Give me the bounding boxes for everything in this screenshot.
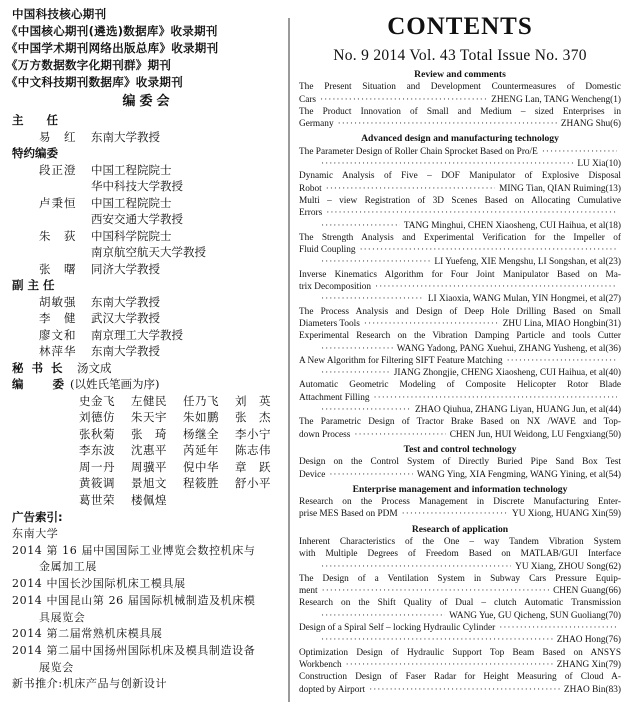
editor-name: 李东波 [79, 443, 115, 457]
entry-author-row [299, 561, 621, 573]
entry-title-line: Errors [299, 208, 323, 219]
member-name: 朱 荻 [39, 228, 77, 243]
member-name [12, 211, 91, 228]
editor-name: 程筱胜 [183, 476, 219, 490]
editorial-board-title: 编委会 [122, 94, 174, 109]
entry-title-line: with Multiple Degrees of Freedom Based on MATLAB/GUI Interface [299, 549, 621, 560]
leader-dots [326, 207, 617, 219]
indexing-item: 《中文科技期刊数据库》收录期刊 [6, 75, 183, 89]
entry-title-line: Dynamic Analysis of Five – DOF Manipulator of Explosive Disposal [299, 171, 621, 182]
toc-entry[interactable] [299, 622, 621, 647]
leader-dots [321, 404, 411, 416]
editor-name: 沈惠平 [131, 443, 167, 457]
leader-dots [360, 244, 617, 256]
editor-name: 左健民 [131, 393, 167, 408]
editor-name: 任乃飞 [183, 393, 219, 408]
member-name: 易 红 [39, 129, 77, 144]
secretary-general [12, 360, 284, 377]
entry-author-row [299, 610, 621, 622]
entry-authors-page: WANG Ying, XIA Fengming, WANG Yining, et al(54) [416, 469, 621, 480]
leader-dots [321, 561, 511, 573]
entry-title-line: prise MES Based on PDM [299, 509, 398, 520]
toc-entry[interactable] [299, 671, 621, 696]
entry-title-line: Inverse Kinematics Algorithm for Four Joint Manipulator Based on Ma- [299, 269, 621, 280]
member-title: 东南大学教授 [91, 344, 160, 358]
entry-authors-page: CHEN Jun, HUI Weidong, LU Fengxiang(50) [449, 429, 621, 440]
entry-title-line: Research on the Shift Quality of Dual – clutch Automatic Transmission [299, 598, 621, 609]
entry-title-row [299, 469, 621, 481]
section-heading: Enterprise management and information technology [352, 483, 568, 495]
board-member [12, 294, 284, 311]
entry-title-line: dopted by Airport [299, 684, 366, 695]
entry-title-line: Diameters Tools [299, 318, 360, 329]
entry-author-row [299, 404, 621, 416]
leader-dots [369, 684, 560, 696]
member-name: 胡敏强 [39, 294, 77, 309]
entry-authors-page: ZHANG Xin(79) [556, 659, 621, 670]
ad-item [12, 543, 284, 576]
leader-dots [321, 158, 573, 170]
entry-title-line: Workbench [299, 659, 342, 670]
member-title: 中国工程院院士 [91, 162, 172, 177]
editor-name: 葛世荣 [79, 492, 115, 507]
toc-entry[interactable] [299, 536, 621, 573]
entry-title-line: Inherent Characteristics of the One – way Tandem Vibration System [299, 536, 621, 547]
toc-entry[interactable] [299, 146, 621, 171]
entry-author-row [299, 367, 621, 379]
entry-authors-page: YU Xiang, ZHOU Song(62) [515, 561, 621, 572]
ad-line: 2014 中国长沙国际机床工模具展 [12, 577, 186, 591]
board-member [12, 162, 284, 179]
ad-line: 金属加工展 [39, 560, 97, 574]
editor-name: 张 杰 [235, 410, 271, 424]
entry-authors-page: ZHU Lina, MIAO Hongbin(31) [502, 318, 621, 329]
entry-title-row [299, 146, 621, 158]
toc-entry[interactable] [299, 647, 621, 672]
entry-title-line: Attachment Filling [299, 392, 370, 403]
editor-name: 杨继全 [183, 426, 219, 441]
editor-name: 朱如鹏 [183, 410, 219, 424]
board-member [12, 211, 284, 228]
entry-authors-page: ZHENG Lan, TANG Wencheng(1) [491, 94, 621, 105]
entry-title-row [299, 94, 621, 106]
entry-authors-page: ZHAO Bin(83) [563, 684, 621, 695]
entry-title-line: Experimental Research on the Vibration Damping Particle and tools Cutter [299, 331, 621, 342]
entry-title-line: Construction Design of Faser Radar for Height Measuring of Cloud A- [299, 672, 621, 683]
entry-title-line: Design on the Control System of Directly Buried Pipe Sand Box Test [299, 457, 621, 468]
ad-line: 新书推介:机床产品与创新设计 [12, 677, 168, 691]
entry-authors-page: WANG Yadong, PANG Xuehui, ZHANG Yusheng, et al(36) [396, 343, 621, 354]
ad-line: 2014 第二届中国扬州国际机床及模具制造设备 [12, 643, 256, 657]
editor-name: 朱天宇 [131, 410, 167, 424]
leader-dots [329, 469, 413, 481]
board-member [12, 228, 284, 245]
table-of-contents [299, 69, 621, 696]
editor-name: 楼佩煌 [131, 492, 167, 507]
editor-name: 李小宁 [235, 426, 271, 441]
toc-entry[interactable] [299, 232, 621, 269]
entry-title-line: The Parametric Design of Tractor Brake Based on NX /WAVE and Top- [299, 417, 621, 428]
member-title: 南京理工大学教授 [91, 327, 183, 342]
entry-author-row [299, 634, 621, 646]
director-label: 主 任 [12, 113, 58, 127]
indexing-item: 《中国学术期刊网络出版总库》收录期刊 [6, 41, 219, 55]
entry-authors-page: WANG Yue, GU Qicheng, SUN Guoliang(70) [449, 610, 621, 621]
toc-entry[interactable] [299, 379, 621, 416]
toc-entry[interactable] [299, 106, 621, 131]
entry-author-row [299, 220, 621, 232]
entry-author-row [299, 293, 621, 305]
entry-authors-page: JIANG Zhongjie, CHENG Xiaosheng, CUI Haihua, et al(40) [393, 368, 621, 379]
ad-item [12, 526, 284, 543]
entry-authors-page: CHEN Guang(66) [553, 586, 621, 597]
toc-entry[interactable] [299, 170, 621, 195]
leader-dots [322, 585, 549, 597]
entry-title-row [299, 684, 621, 696]
editor-name: 倪中华 [183, 459, 219, 474]
toc-entry[interactable] [299, 330, 621, 355]
board-member [12, 244, 284, 261]
member-title: 同济大学教授 [91, 261, 160, 276]
section-heading: Research of application [411, 523, 509, 535]
entry-title-row [299, 118, 621, 130]
entry-title-line: Germany [299, 119, 334, 130]
entry-title-line: ment [299, 586, 318, 597]
toc-entry[interactable] [299, 269, 621, 306]
entry-title-line: The Design of a Ventilation System in Subway Cars Pressure Equip- [299, 573, 621, 584]
toc-entry[interactable] [299, 597, 621, 622]
board-member [12, 261, 284, 278]
toc-entry[interactable] [299, 573, 621, 598]
ad-item [12, 626, 284, 643]
issue-info: No. 9 2014 Vol. 43 Total Issue No. 370 [333, 47, 587, 64]
special-editors-list [12, 162, 284, 278]
secretary-label: 秘 书 长 [12, 360, 65, 375]
column-divider [288, 18, 290, 702]
entry-title-row [299, 318, 621, 330]
entry-title-line: The Strength Analysis and Experimental Verification for the Impeller of [299, 232, 621, 243]
section-heading: Advanced design and manufacturing technology [361, 133, 559, 145]
entry-authors-page: LU Xia(10) [577, 159, 621, 170]
deputy-directors-list [12, 294, 284, 360]
member-title: 南京航空航天大学教授 [91, 245, 206, 259]
member-title: 武汉大学教授 [91, 311, 160, 325]
leader-dots [321, 367, 390, 379]
member-title: 东南大学教授 [91, 129, 160, 144]
toc-entry[interactable] [299, 355, 621, 380]
entry-authors-page: MING Tian, QIAN Ruiming(13) [499, 183, 621, 194]
editors-note: (以姓氏笔画为序) [70, 377, 160, 391]
entry-authors-page: TANG Minghui, CHEN Xiaosheng, CUI Haihua, et al(18) [403, 220, 621, 231]
indexing-item: 《中国核心期刊(遴选)数据库》收录期刊 [6, 24, 218, 38]
indexing-list [6, 6, 284, 91]
leader-dots [364, 318, 499, 330]
member-name: 段正澄 [39, 162, 77, 177]
editors-grid [79, 393, 284, 509]
masthead-column [6, 6, 284, 693]
editors-heading [12, 376, 284, 393]
section-heading: Review and comments [414, 69, 506, 80]
editor-name: 周一丹 [79, 459, 115, 474]
entry-title-row [299, 244, 621, 256]
leader-dots [326, 183, 495, 195]
leader-dots [320, 94, 487, 106]
leader-dots [321, 256, 430, 268]
entry-title-row [299, 429, 621, 441]
leader-dots [354, 429, 445, 441]
editor-name: 张 琦 [131, 426, 167, 441]
entry-authors-page: LI Xiaoxia, WANG Mulan, YIN Hongmei, et al(27) [427, 294, 621, 305]
deputy-director-label: 副 主 任 [12, 278, 55, 292]
entry-title-line: The Product Innovation of Small and Medium – sized Enterprises in [299, 106, 621, 117]
entry-title-line: trix Decomposition [299, 282, 372, 293]
entry-title-row [299, 392, 621, 404]
ad-item [12, 643, 284, 676]
leader-dots [321, 343, 393, 355]
editor-name: 景旭文 [131, 476, 167, 490]
member-name: 廖文和 [39, 327, 77, 342]
editor-name: 周骥平 [131, 459, 167, 474]
leader-dots [507, 355, 617, 367]
leader-dots [499, 622, 617, 634]
entry-title-line: The Present Situation and Development Countermeasures of Domestic [299, 82, 621, 93]
secretary-name: 汤文成 [77, 360, 112, 375]
ad-item [12, 576, 284, 593]
entry-title-row [299, 659, 621, 671]
entry-title-line: Multi – view Registration of 3D Scenes Based on Allocating Cumulative [299, 195, 621, 206]
entry-author-row [299, 256, 621, 268]
editor-name: 刘 英 [235, 393, 271, 408]
leader-dots [374, 392, 618, 404]
entry-title-line: The Process Analysis and Design of Deep Hole Drilling Based on Small [299, 306, 621, 317]
ad-item [12, 676, 284, 693]
editor-name: 黄筱调 [79, 476, 115, 490]
ad-line: 展览会 [39, 660, 74, 674]
member-title: 中国工程院院士 [91, 195, 172, 210]
toc-entry[interactable] [299, 195, 621, 232]
editor-name: 刘德仿 [79, 410, 115, 424]
entry-title-row [299, 585, 621, 597]
entry-authors-page: ZHANG Shu(6) [560, 119, 621, 130]
member-title: 华中科技大学教授 [91, 179, 183, 193]
leader-dots [338, 118, 557, 130]
entry-title-row [299, 508, 621, 520]
ad-line: 2014 第 16 届中国国际工业博览会数控机床与 [12, 543, 256, 557]
leader-dots [542, 146, 617, 158]
ad-line: 2014 中国昆山第 26 届国际机械制造及机床模 [12, 593, 256, 607]
editor-name: 舒小平 [235, 476, 271, 490]
toc-entry[interactable] [299, 456, 621, 481]
special-editors-label: 特约编委 [12, 146, 58, 160]
contents-title: CONTENTS [387, 13, 533, 40]
entry-title-line: Automatic Geometric Modeling of Composite Helicopter Rotor Blade [299, 380, 621, 391]
entry-title-line: Cars [299, 94, 317, 105]
board-member [12, 310, 284, 327]
editor-name: 史金飞 [79, 393, 115, 408]
member-title: 中国科学院院士 [91, 228, 172, 243]
board-member [12, 343, 284, 360]
member-name: 卢秉恒 [39, 195, 77, 210]
member-title: 西安交通大学教授 [91, 212, 183, 226]
leader-dots [321, 220, 400, 232]
entry-title-line: down Process [299, 429, 351, 440]
entry-author-row [299, 158, 621, 170]
leader-dots [346, 659, 553, 671]
leader-dots [321, 610, 445, 622]
member-name: 林萍华 [39, 344, 77, 358]
entry-title-line: Design of a Spiral Self – locking Hydraulic Cylinder [299, 623, 496, 634]
ad-line: 东南大学 [12, 527, 59, 540]
ad-line: 具展览会 [39, 610, 86, 624]
entry-authors-page: YU Xiong, HUANG Xin(59) [512, 509, 621, 520]
editors-label: 编 委 [12, 377, 66, 391]
toc-entry[interactable] [299, 306, 621, 331]
toc-entry[interactable] [299, 496, 621, 521]
toc-entry[interactable] [299, 416, 621, 441]
entry-title-line: Research on the Process Management in Discrete Manufacturing Enter- [299, 497, 621, 508]
entry-title-line: Robot [299, 183, 322, 194]
ad-index-label: 广告索引: [12, 510, 63, 524]
member-title: 东南大学教授 [91, 294, 160, 309]
ad-item [12, 593, 284, 626]
entry-title-line: Optimization Design of Hydraulic Support Top Beam Based on ANSYS [299, 647, 621, 658]
entry-title-row [299, 622, 621, 634]
board-member [12, 129, 284, 146]
toc-entry[interactable] [299, 81, 621, 106]
contents-column [299, 6, 621, 696]
entry-title-line: The Parameter Design of Roller Chain Sprocket Based on Pro/E [299, 146, 538, 157]
entry-title-row [299, 281, 621, 293]
editor-name: 章 跃 [235, 459, 271, 474]
entry-title-line: Fluid Coupling [299, 245, 356, 256]
entry-title-line: A New Algorithm for Filtering SIFT Feature Matching [299, 355, 503, 366]
ad-line: 2014 第二届常熟机床模具展 [12, 627, 163, 641]
board-member [12, 327, 284, 344]
entry-title-row [299, 355, 621, 367]
entry-authors-page: LI Yuefeng, XIE Mengshu, LI Songshan, et al(23) [434, 257, 621, 268]
member-name [12, 178, 91, 195]
member-name: 张 曙 [39, 261, 77, 276]
indexing-item: 中国科技核心期刊 [12, 7, 107, 21]
leader-dots [375, 281, 617, 293]
ad-index-list [12, 526, 284, 693]
leader-dots [402, 508, 508, 520]
member-name: 李 健 [39, 311, 77, 325]
entry-title-row [299, 207, 621, 219]
leader-dots [321, 634, 553, 646]
section-heading: Test and control technology [403, 443, 517, 455]
entry-authors-page: ZHAO Qiuhua, ZHANG Liyan, HUANG Jun, et al(44) [414, 405, 621, 416]
editor-name: 芮延年 [183, 443, 219, 457]
leader-dots [321, 293, 424, 305]
board-member [12, 178, 284, 195]
member-name [12, 244, 91, 261]
entry-title-row [299, 183, 621, 195]
editor-name: 张秋菊 [79, 426, 115, 441]
indexing-item: 《万方数据数字化期刊群》期刊 [6, 58, 172, 72]
editor-name: 陈志伟 [235, 443, 271, 457]
entry-author-row [299, 343, 621, 355]
entry-title-line: Device [299, 469, 326, 480]
board-member [12, 195, 284, 212]
entry-authors-page: ZHAO Hong(76) [556, 635, 621, 646]
